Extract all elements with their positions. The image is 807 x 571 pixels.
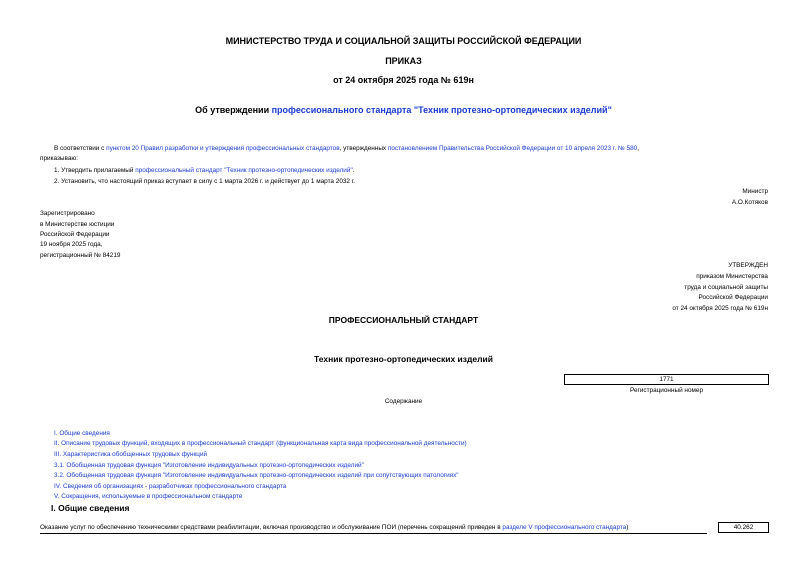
ministry-heading: МИНИСТЕРСТВО ТРУДА И СОЦИАЛЬНОЙ ЗАЩИТЫ РОССИЙСКОЙ ФЕДЕРАЦИИ	[225, 36, 582, 46]
intro-item-2: 2. Установить, что настоящий приказ вступает в силу с 1 марта 2026 г. и действует до 1 марта 2032 г.	[54, 178, 356, 185]
intro-text-b: , утвержденных	[339, 145, 388, 152]
order-date: от 24 октября 2025 года № 619н	[333, 75, 474, 85]
activity-code-box: 40.262	[718, 522, 769, 533]
toc-item-2[interactable]: II. Описание трудовых функций, входящих в профессиональный стандарт (функциональная карта вида профессиональной деятельности)	[54, 440, 467, 447]
standard-heading: ПРОФЕССИОНАЛЬНЫЙ СТАНДАРТ	[328, 315, 479, 325]
item1-standard-link[interactable]: профессиональный стандарт "Техник протезно-ортопедических изделий"	[135, 167, 353, 174]
order-title-prefix: Об утверждении	[195, 105, 272, 115]
registration-line-3: Российской Федерации	[40, 231, 110, 238]
registration-line-4: 19 ноября 2025 года,	[40, 241, 103, 248]
item1-text-b: .	[352, 167, 355, 174]
registration-number-box: 1771	[564, 374, 769, 385]
signature-role: Министр	[742, 188, 768, 195]
toc-item-7[interactable]: V. Сокращения, используемые в профессиональном стандарте	[54, 493, 243, 500]
intro-item-1	[54, 167, 355, 175]
approved-line-2: приказом Министерства	[696, 273, 768, 280]
signature-name: А.О.Котяков	[731, 199, 768, 206]
order-title	[0, 105, 807, 116]
intro-paragraph	[54, 145, 639, 153]
intro-text-c: ,	[637, 145, 639, 152]
section-1-heading: I. Общие сведения	[51, 503, 130, 513]
standard-name: Техник протезно-ортопедических изделий	[314, 354, 493, 364]
activity-underline	[40, 533, 707, 534]
registration-number-caption: Регистрационный номер	[629, 387, 704, 394]
approved-line-5: от 24 октября 2025 года № 619н	[672, 305, 768, 312]
intro-rules-link[interactable]: пунктом 20 Правил разработки и утверждения профессиональных стандартов	[106, 145, 340, 152]
section-1-activity-row	[40, 524, 628, 532]
activity-text-a: Оказание услуг по обеспечению техническими средствами реабилитации, включая производство и обслуживание ПОИ (перечень сокращений приведен в	[40, 524, 503, 531]
toc-item-5[interactable]: 3.2. Обобщенная трудовая функция "Изготовление индивидуальных протезно-ортопедических изделий при сопутствующих патологиях"	[54, 472, 459, 479]
registration-line-2: в Министерстве юстиции	[40, 221, 115, 228]
intro-decree-link[interactable]: постановлением Правительства Российской Федерации от 10 апреля 2023 г. № 580	[387, 145, 638, 152]
registration-line-1: Зарегистрировано	[40, 210, 95, 217]
activity-text-b: )	[626, 524, 629, 531]
intro-text-a: В соответствии с	[54, 145, 107, 152]
order-title-link[interactable]: профессионального стандарта "Техник протезно-ортопедических изделий"	[271, 105, 612, 115]
registration-line-5: регистрационный № 84219	[40, 252, 121, 259]
intro-order-word: приказываю:	[40, 155, 78, 162]
order-word: ПРИКАЗ	[385, 56, 422, 66]
toc-item-1[interactable]: I. Общие сведения	[54, 430, 110, 437]
approved-line-4: Российской Федерации	[698, 294, 768, 301]
approved-line-3: труда и социальной защиты	[684, 284, 768, 291]
contents-title: Содержание	[384, 398, 423, 405]
toc-item-4[interactable]: 3.1. Обобщенная трудовая функция "Изготовление индивидуальных протезно-ортопедических изделий"	[54, 462, 364, 469]
approved-line-1: УТВЕРЖДЕН	[728, 262, 768, 269]
activity-section-v-link[interactable]: разделе V профессионального стандарта	[502, 524, 627, 531]
toc-item-6[interactable]: IV. Сведения об организациях - разработчиках профессионального стандарта	[54, 483, 287, 490]
toc-item-3[interactable]: III. Характеристика обобщенных трудовых функций	[54, 451, 208, 458]
item1-text-a: 1. Утвердить прилагаемый	[54, 167, 136, 174]
